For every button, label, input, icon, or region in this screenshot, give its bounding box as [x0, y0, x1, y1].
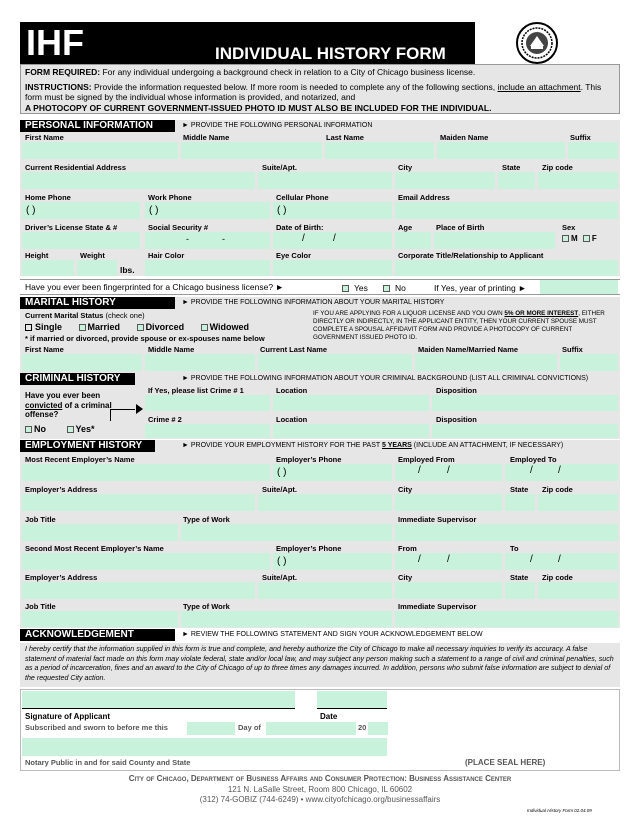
city-field[interactable]: [395, 172, 495, 189]
spouse-suffix-field[interactable]: [560, 354, 618, 371]
employed-to-field[interactable]: [505, 464, 618, 481]
employer2-city-label: City: [398, 573, 413, 582]
last-name-label: Last Name: [326, 133, 364, 142]
hair-color-label: Hair Color: [148, 251, 185, 260]
fingerprint-no-checkbox[interactable]: [383, 285, 390, 292]
footer-address: 121 N. LaSalle Street, Room 800 Chicago, IL 60602: [227, 785, 413, 794]
sex-m-checkbox[interactable]: [562, 235, 569, 242]
middle-name-label: Middle Name: [183, 133, 230, 142]
form-required-line: FORM REQUIRED: For any individual undergoing a background check in relation to a City of Chicago business license.: [25, 67, 476, 77]
seal-label: (PLACE SEAL HERE): [465, 758, 546, 767]
drivers-license-field[interactable]: [22, 232, 140, 249]
first-name-field[interactable]: [22, 142, 178, 159]
zip-field[interactable]: [538, 172, 618, 189]
date-field[interactable]: [317, 691, 387, 708]
middle-name-field[interactable]: [181, 142, 322, 159]
fingerprint-year-field[interactable]: [540, 280, 618, 294]
date-line: [317, 708, 387, 709]
employer1-work-type-label: Type of Work: [183, 515, 230, 524]
liquor-license-notice: IF YOU ARE APPLYING FOR A LIQUOR LICENSE AND YOU OWN 5% OR MORE INTEREST, EITHER DIRECTLY OR INDIRECTLY, IN THE APPLICANT ENTITY, THEN YOUR CURRENT SPOUSE MUST COMPLETE A SPOUSAL AFFIDAVIT FORM AND PROVIDE A PHOTOCOPY OF CURRENT GOVERNMENT ISSUED PHOTO ID.: [313, 310, 605, 341]
ack-section-title: ACKNOWLEDGEMENT: [20, 629, 175, 641]
weight-field[interactable]: [77, 260, 117, 276]
employer2-suite-label: Suite/Apt.: [262, 573, 297, 582]
ssn-dash-2: -: [222, 234, 225, 244]
fingerprint-no: No: [383, 282, 406, 294]
employer2-phone-label: Employer’s Phone: [276, 544, 342, 553]
employer2-work-type-field[interactable]: [181, 611, 392, 627]
eye-color-label: Eye Color: [276, 251, 312, 260]
employer2-state-field[interactable]: [505, 582, 535, 599]
employment-section-title: EMPLOYMENT HISTORY: [20, 440, 155, 452]
marital-options: Single Married Divorced Widowed: [25, 322, 249, 333]
maiden-name-field[interactable]: [437, 142, 565, 159]
employer1-address-label: Employer’s Address: [25, 485, 98, 494]
fingerprint-year-question: If Yes, year of printing ►: [434, 283, 527, 293]
employer2-job-title-label: Job Title: [25, 602, 56, 611]
suite-apt-label: Suite/Apt.: [262, 163, 297, 172]
employed-to-slash-1: /: [530, 465, 533, 476]
city-label: City: [398, 163, 413, 172]
zip-label: Zip code: [542, 163, 573, 172]
employer2-name-label: Second Most Recent Employer’s Name: [25, 544, 164, 553]
maiden-name-label: Maiden Name: [440, 133, 489, 142]
dob-slash-1: /: [302, 233, 305, 244]
fingerprint-yes: Yes: [342, 282, 368, 294]
spouse-maiden-name-label: Maiden Name/Married Name: [418, 345, 519, 354]
footer-contact: (312) 74-GOBIZ (744-6249) • www.cityofchicago.org/businessaffairs: [199, 795, 441, 804]
ssn-field[interactable]: [145, 232, 270, 249]
employer1-address-field[interactable]: [22, 494, 255, 511]
sex-label: Sex: [562, 223, 576, 232]
employer2-job-title-field[interactable]: [22, 611, 178, 627]
employer1-name-label: Most Recent Employer’s Name: [25, 455, 135, 464]
drivers-license-label: Driver’s License State & #: [25, 223, 118, 232]
crime2-field[interactable]: [145, 424, 270, 438]
divorced-checkbox[interactable]: [137, 324, 144, 331]
state-field[interactable]: [498, 172, 535, 189]
employer2-zip-label: Zip code: [542, 573, 573, 582]
crime1-disposition-label: Disposition: [436, 386, 477, 395]
last-name-field[interactable]: [325, 142, 434, 159]
residential-address-label: Current Residential Address: [25, 163, 126, 172]
city-seal-icon: [516, 22, 558, 64]
crime2-location-field[interactable]: [273, 424, 429, 438]
conviction-arrow-line: [110, 409, 135, 421]
ack-section-hint: ► REVIEW THE FOLLOWING STATEMENT AND SIGN YOUR ACKNOWLEDGEMENT BELOW: [182, 631, 483, 638]
ssn-label: Social Security #: [148, 223, 209, 232]
employed-to-slash-2: /: [558, 465, 561, 476]
spouse-first-name-field[interactable]: [22, 354, 142, 371]
employer2-state-label: State: [510, 573, 529, 582]
pob-label: Place of Birth: [436, 223, 485, 232]
sworn-month-field[interactable]: [266, 722, 356, 735]
crime1-field[interactable]: [145, 395, 270, 411]
form-title: INDIVIDUAL HISTORY FORM: [215, 44, 446, 63]
employment-section-hint: ► PROVIDE YOUR EMPLOYMENT HISTORY FOR THE PAST 5 YEARS (INCLUDE AN ATTACHMENT, IF NECESSARY): [182, 442, 564, 449]
employer2-supervisor-label: Immediate Supervisor: [398, 602, 477, 611]
employer1-phone-field[interactable]: ( ): [273, 464, 392, 481]
cell-phone-field[interactable]: ( ): [273, 202, 392, 219]
form-version: Individual History Form 02.04.09: [527, 808, 592, 813]
conviction-options: No Yes*: [25, 424, 95, 435]
crime2-location-label: Location: [276, 415, 308, 424]
conviction-yes-checkbox[interactable]: [67, 426, 74, 433]
height-field[interactable]: [22, 260, 74, 276]
employer2-phone-field[interactable]: ( ): [273, 553, 392, 570]
marital-section-hint: ► PROVIDE THE FOLLOWING INFORMATION ABOUT YOUR MARITAL HISTORY: [182, 299, 445, 306]
day-of-label: Day of: [238, 723, 261, 732]
suffix-label: Suffix: [570, 133, 591, 142]
employer1-zip-field[interactable]: [538, 494, 618, 511]
conviction-no-checkbox[interactable]: [25, 426, 32, 433]
hair-color-field[interactable]: [145, 260, 270, 276]
work-phone-field[interactable]: ( ): [145, 202, 270, 219]
marital-section-title: MARITAL HISTORY: [20, 297, 175, 309]
employer1-state-label: State: [510, 485, 529, 494]
employer1-zip-label: Zip code: [542, 485, 573, 494]
footer-department: City of Chicago, Department of Business Affairs and Consumer Protection: Business Assistance Center: [128, 774, 512, 783]
home-phone-label: Home Phone: [25, 193, 71, 202]
employer2-supervisor-field[interactable]: [395, 611, 618, 627]
employer2-work-type-label: Type of Work: [183, 602, 230, 611]
employed-from-slash-2: /: [447, 465, 450, 476]
crime2-disposition-field[interactable]: [432, 424, 618, 438]
state-label: State: [502, 163, 521, 172]
crime2-label: Crime # 2: [148, 415, 182, 424]
sworn-year-field[interactable]: [368, 722, 388, 735]
employed-from-slash-1: /: [418, 465, 421, 476]
corporate-title-label: Corporate Title/Relationship to Applicant: [398, 251, 544, 260]
employer1-work-type-field[interactable]: [181, 524, 392, 541]
criminal-section-title: CRIMINAL HISTORY: [20, 373, 135, 385]
ack-statement: I hereby certify that the information supplied in this form is true and complete, and hereby authorize the City of Chicago to make all necessary inquiries to verify its accuracy. A false statement of material fact made on this form may violate federal, state and/or local law, and may subject any person making such a statement to a range of civil and criminal penalties, such as a period of incarceration, fines and an award to the City of Chicago of up to three times any damages incurred. In addition, persons who submit false information are subject to denial of the requested City action.: [25, 645, 614, 682]
employer2-to-slash-2: /: [558, 554, 561, 565]
work-phone-label: Work Phone: [148, 193, 192, 202]
conviction-question: Have you ever been convicted of a criminal offense?: [25, 391, 112, 419]
employer2-from-label: From: [398, 544, 417, 553]
instructions-text: INSTRUCTIONS: Provide the information requested below. If more room is needed to complete any of the following sections, include an attachment. This form must be signed by the individual whose information is provided, and notarized, and: [25, 82, 602, 102]
spouse-last-name-label: Current Last Name: [260, 345, 328, 354]
spouse-maiden-name-field[interactable]: [415, 354, 557, 371]
arrow-right-icon: [136, 404, 143, 414]
fingerprint-yes-checkbox[interactable]: [342, 285, 349, 292]
married-checkbox[interactable]: [79, 324, 86, 331]
marital-note: * if married or divorced, provide spouse or ex-spouses name below: [25, 334, 265, 343]
sex-options: M F: [562, 234, 597, 243]
sex-f-checkbox[interactable]: [583, 235, 590, 242]
notary-signature-field[interactable]: [22, 738, 387, 756]
employer1-city-field[interactable]: [395, 494, 502, 511]
widowed-checkbox[interactable]: [201, 324, 208, 331]
employer1-name-field[interactable]: [22, 464, 270, 481]
year-prefix: 20: [358, 723, 367, 732]
employer1-supervisor-field[interactable]: [395, 524, 618, 541]
date-label: Date: [320, 712, 338, 721]
suite-apt-field[interactable]: [258, 172, 392, 189]
spouse-first-name-label: First Name: [25, 345, 64, 354]
form-logo: IHF: [26, 22, 84, 63]
suffix-field[interactable]: [568, 142, 618, 159]
age-label: Age: [398, 223, 413, 232]
first-name-label: First Name: [25, 133, 64, 142]
personal-section-title: PERSONAL INFORMATION: [20, 120, 175, 132]
employer1-city-label: City: [398, 485, 413, 494]
spouse-middle-name-field[interactable]: [145, 354, 255, 371]
signature-label: Signature of Applicant: [25, 712, 111, 721]
employer1-job-title-label: Job Title: [25, 515, 56, 524]
height-label: Height: [25, 251, 49, 260]
pob-field[interactable]: [434, 232, 555, 249]
employer1-suite-label: Suite/Apt.: [262, 485, 297, 494]
fingerprint-question: Have you ever been fingerprinted for a Chicago business license? ►: [25, 282, 284, 292]
crime1-disposition-field[interactable]: [432, 395, 618, 411]
email-field[interactable]: [395, 202, 618, 219]
employer2-to-slash-1: /: [530, 554, 533, 565]
lbs-unit: lbs.: [120, 265, 135, 275]
employer2-city-field[interactable]: [395, 582, 502, 599]
residential-address-field[interactable]: [22, 172, 255, 189]
employer2-to-field[interactable]: [505, 553, 618, 570]
employed-from-label: Employed From: [398, 455, 455, 464]
signature-line: [22, 708, 295, 709]
spouse-last-name-field[interactable]: [258, 354, 412, 371]
criminal-section-hint: ► PROVIDE THE FOLLOWING INFORMATION ABOUT YOUR CRIMINAL BACKGROUND (LIST ALL CRIMINAL CONVICTIONS): [182, 375, 589, 382]
employer1-suite-field[interactable]: [258, 494, 392, 511]
crime2-disposition-label: Disposition: [436, 415, 477, 424]
single-checkbox[interactable]: [25, 324, 32, 331]
crime1-label: If Yes, please list Crime # 1: [148, 386, 244, 395]
employer2-to-label: To: [510, 544, 519, 553]
eye-color-field[interactable]: [273, 260, 392, 276]
employer2-zip-field[interactable]: [538, 582, 618, 599]
crime1-location-label: Location: [276, 386, 308, 395]
employer2-name-field[interactable]: [22, 553, 270, 570]
cell-phone-label: Cellular Phone: [276, 193, 329, 202]
signature-field[interactable]: [22, 691, 295, 708]
email-label: Email Address: [398, 193, 450, 202]
sworn-label: Subscribed and sworn to before me this: [25, 723, 168, 732]
age-field[interactable]: [395, 232, 431, 249]
employer1-state-field[interactable]: [505, 494, 535, 511]
dob-slash-2: /: [333, 233, 336, 244]
spouse-middle-name-label: Middle Name: [148, 345, 195, 354]
notary-label: Notary Public in and for said County and State: [25, 758, 191, 767]
weight-label: Weight: [80, 251, 105, 260]
sworn-day-field[interactable]: [187, 722, 235, 735]
personal-section-hint: ► PROVIDE THE FOLLOWING PERSONAL INFORMATION: [182, 122, 373, 129]
employer2-address-label: Employer’s Address: [25, 573, 98, 582]
employed-to-label: Employed To: [510, 455, 557, 464]
employer1-job-title-field[interactable]: [22, 524, 178, 541]
photo-id-notice: A PHOTOCOPY OF CURRENT GOVERNMENT-ISSUED PHOTO ID MUST ALSO BE INCLUDED FOR THE INDIVIDUAL.: [25, 103, 492, 113]
employer2-address-field[interactable]: [22, 582, 255, 599]
employer1-phone-label: Employer’s Phone: [276, 455, 342, 464]
dob-label: Date of Birth:: [276, 223, 324, 232]
ssn-dash-1: -: [186, 234, 189, 244]
home-phone-field[interactable]: ( ): [22, 202, 140, 219]
spouse-suffix-label: Suffix: [562, 345, 583, 354]
employer2-from-slash-1: /: [418, 554, 421, 565]
corporate-title-field[interactable]: [395, 260, 618, 276]
employer2-from-slash-2: /: [447, 554, 450, 565]
employer1-supervisor-label: Immediate Supervisor: [398, 515, 477, 524]
employer2-suite-field[interactable]: [258, 582, 392, 599]
crime1-location-field[interactable]: [273, 395, 429, 411]
marital-status-label: Current Marital Status (check one): [25, 311, 145, 320]
